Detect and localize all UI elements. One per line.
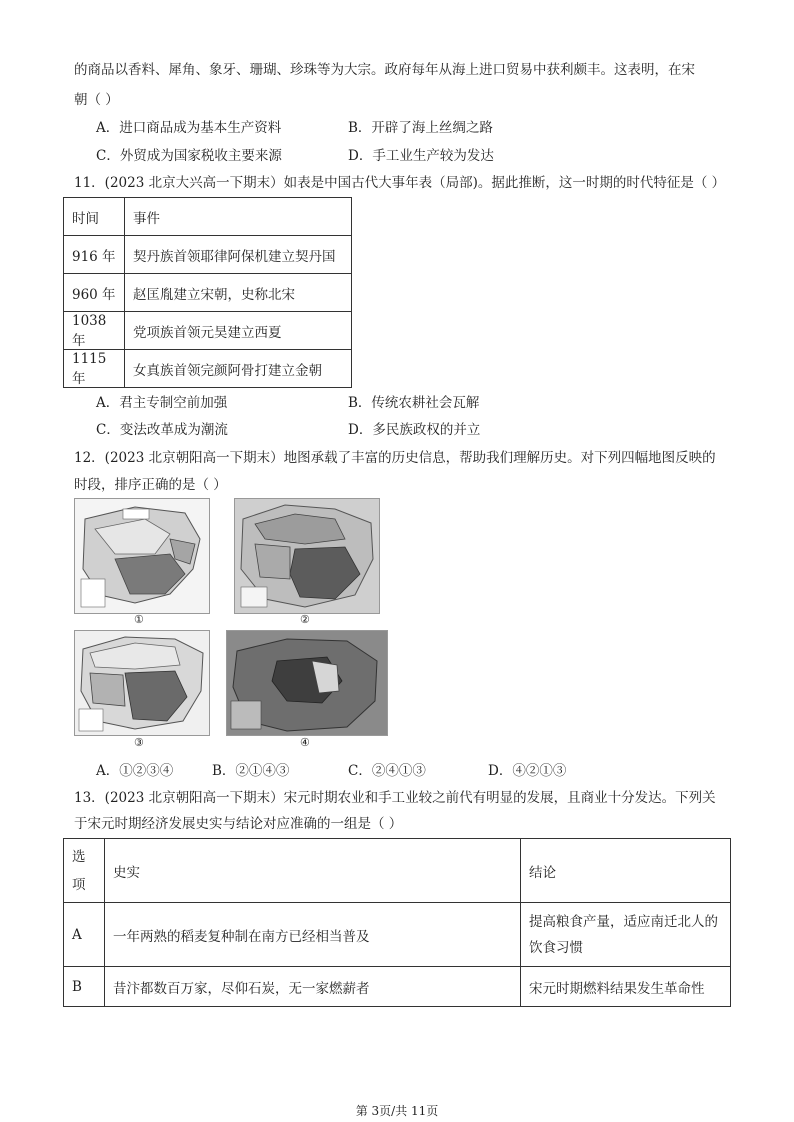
q13-table xyxy=(63,838,731,1007)
map-1-graphic xyxy=(75,499,209,613)
q12-option-d[interactable]: D．④②①③ xyxy=(488,763,567,779)
table-cell: 916 年 xyxy=(64,236,125,274)
table-row xyxy=(64,198,352,236)
q11-stem: 11．(2023 北京大兴高一下期末）如表是中国古代大事年表（局部)。据此推断，这一时期的时代特征是（ ） xyxy=(74,175,726,191)
table-row xyxy=(64,236,352,274)
table-cell: 党项族首领元昊建立西夏 xyxy=(125,312,352,350)
header-option-char-2: 项 xyxy=(72,876,86,893)
map-1-label: ① xyxy=(134,613,144,626)
q11-option-a[interactable]: A．君主专制空前加强 xyxy=(96,395,228,411)
table-cell: 1038 年 xyxy=(64,312,125,350)
map-3-label: ③ xyxy=(134,736,144,749)
q11-table xyxy=(63,197,352,388)
map-4-graphic xyxy=(227,631,387,735)
table-cell: 1115 年 xyxy=(64,350,125,388)
table-cell: 女真族首领完颜阿骨打建立金朝 xyxy=(125,350,352,388)
q12-stem-line1: 12．(2023 北京朝阳高一下期末）地图承载了丰富的历史信息，帮助我们理解历史。对下列四幅地图反映的 xyxy=(74,450,716,466)
table-row xyxy=(64,350,352,388)
conclusion-line: 提高粮食产量，适应南迁北人的 xyxy=(529,913,718,930)
table-cell: B xyxy=(64,967,105,1007)
q10-option-a[interactable]: A．进口商品成为基本生产资料 xyxy=(96,120,282,136)
table-cell: A xyxy=(64,903,105,967)
historical-map-1 xyxy=(74,498,210,614)
table-row xyxy=(64,967,731,1007)
q11-option-c[interactable]: C．变法改革成为潮流 xyxy=(96,422,228,438)
table-row xyxy=(64,903,731,967)
map-2-graphic xyxy=(235,499,379,613)
table-header-cell: 史实 xyxy=(105,839,521,903)
table-header-cell: 结论 xyxy=(521,839,731,903)
table-cell: 960 年 xyxy=(64,274,125,312)
historical-map-3 xyxy=(74,630,210,736)
q12-option-a[interactable]: A．①②③④ xyxy=(96,763,174,779)
historical-map-4 xyxy=(226,630,388,736)
conclusion-line: 饮食习惯 xyxy=(529,939,583,956)
q13-stem-line1: 13．(2023 北京朝阳高一下期末）宋元时期农业和手工业较之前代有明显的发展，且商业十分发达。下列关 xyxy=(74,790,716,806)
table-header-cell: 事件 xyxy=(125,198,352,236)
table-header-cell xyxy=(64,839,105,903)
table-cell: 宋元时期燃料结果发生革命性 xyxy=(521,967,731,1007)
map-3-graphic xyxy=(75,631,209,735)
q10-option-c[interactable]: C．外贸成为国家税收主要来源 xyxy=(96,148,282,164)
table-cell: 赵匡胤建立宋朝，史称北宋 xyxy=(125,274,352,312)
q10-stem-line1: 的商品以香料、犀角、象牙、珊瑚、珍珠等为大宗。政府每年从海上进口贸易中获利颇丰。这表明，在宋 xyxy=(74,62,695,78)
table-header-cell: 时间 xyxy=(64,198,125,236)
map-2-label: ② xyxy=(300,613,310,626)
q13-stem-line2: 于宋元时期经济发展史实与结论对应准确的一组是（ ） xyxy=(74,816,403,832)
q10-stem-line2: 朝（ ） xyxy=(74,92,119,108)
q10-option-b[interactable]: B．开辟了海上丝绸之路 xyxy=(348,120,493,136)
page-footer: 第 3页/共 11页 xyxy=(355,1104,439,1118)
table-row xyxy=(64,839,731,903)
table-row xyxy=(64,312,352,350)
q12-option-c[interactable]: C．②④①③ xyxy=(348,763,426,779)
q12-stem-line2: 时段，排序正确的是（ ） xyxy=(74,477,227,493)
table-cell: 契丹族首领耶律阿保机建立契丹国 xyxy=(125,236,352,274)
map-4-label: ④ xyxy=(300,736,310,749)
table-cell: 昔汴都数百万家，尽仰石炭，无一家燃薪者 xyxy=(105,967,521,1007)
table-cell xyxy=(521,903,731,967)
header-option-char-1: 选 xyxy=(72,848,86,865)
historical-map-2 xyxy=(234,498,380,614)
table-cell: 一年两熟的稻麦复种制在南方已经相当普及 xyxy=(105,903,521,967)
table-row xyxy=(64,274,352,312)
q11-option-d[interactable]: D．多民族政权的并立 xyxy=(348,422,481,438)
q11-option-b[interactable]: B．传统农耕社会瓦解 xyxy=(348,395,480,411)
q10-option-d[interactable]: D．手工业生产较为发达 xyxy=(348,148,494,164)
q12-option-b[interactable]: B．②①④③ xyxy=(212,763,290,779)
